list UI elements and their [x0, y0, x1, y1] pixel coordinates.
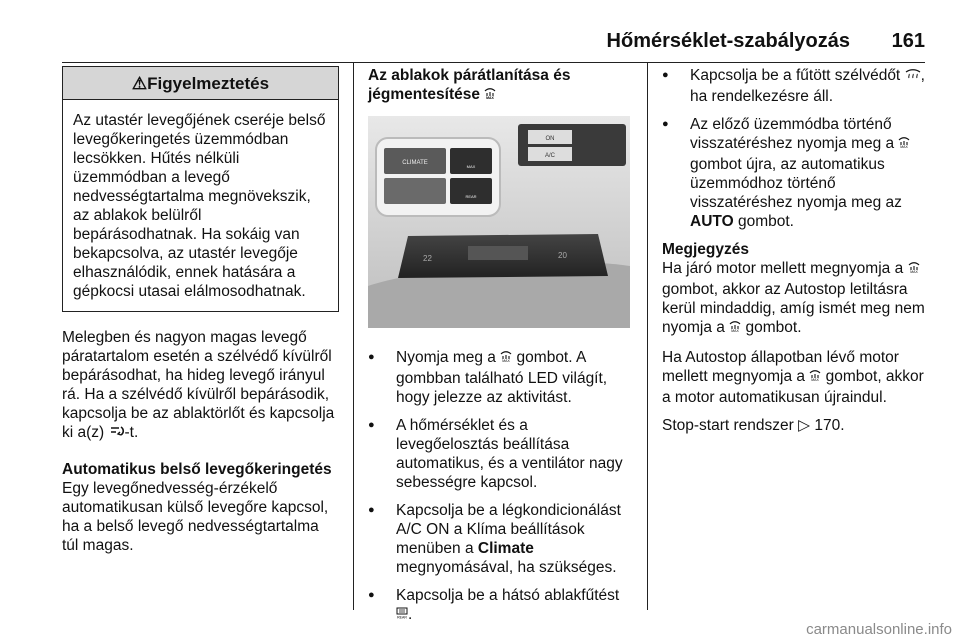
warning-title: Figyelmeztetés [147, 74, 270, 93]
bullet-ac-suffix: megnyomásával, ha szükséges. [396, 559, 617, 576]
bullet-rear-window [368, 586, 634, 626]
page-title: Hőmérséklet-szabályozás [606, 30, 850, 52]
bullet-ac-text: Kapcsolja be a légkondicionálást A/C ON a Klíma beállítások menüben a [396, 502, 621, 557]
column-divider-1 [353, 62, 354, 610]
note-paragraph-1 [662, 259, 934, 339]
paragraph-fog-text: Melegben és nagyon magas levegő páratartalom esetén a szélvédő kívülről bepárásodhat, ha hideg levegő irányul rá. Ha a szélvédő kívülről bepárásodik, kapcsolja be az ablaktörlőt és kapcsolja ki a(z) [62, 329, 335, 441]
warning-text: Az utastér levegőjének cseréje belső levegőkeringetés üzemmódban lecsökken. Hűtés nélküli üzemmódban a levegő nedvességtartalma megnövekszik, az ablakok belülről bepárásodhatnak. Ha sokáig van bekapcsolva, az utastér levegője elhasználódik, ennek hatására a gépkocsi utasai elálmosodhatnak. [73, 112, 326, 300]
heated-windscreen-icon [905, 68, 921, 87]
rear-defrost-icon [396, 607, 408, 626]
warning-icon: ⚠ [131, 74, 148, 93]
paragraph-fog-suffix: -t. [124, 424, 139, 441]
control-panel-photo [368, 116, 630, 328]
bullet-ac-climate: Climate [477, 540, 534, 557]
svg-text:MAX: MAX [486, 96, 495, 99]
note-paragraph-1-mid: gombot, akkor az Autostop letiltásra kerül mindaddig, amíg ismét meg nem nyomja a [662, 281, 925, 336]
bullet-return-mode-text: Az előző üzemmódba történő visszatéréshez nyomja meg a [690, 116, 899, 152]
bullet-rear-window-text: Kapcsolja be a hátsó ablakfűtést [396, 587, 620, 604]
note-paragraph-2 [662, 348, 934, 407]
ref-arrow-icon: ▷ [798, 417, 811, 434]
max-defrost-icon [908, 261, 920, 280]
paragraph-fog [62, 328, 339, 444]
photo-label-ac: A/C [544, 153, 556, 159]
note-heading: Megjegyzés [662, 241, 750, 258]
svg-text:MAX: MAX [900, 145, 909, 148]
photo-label-max: MAX [466, 164, 476, 169]
header-rule [62, 62, 925, 63]
svg-text:MAX: MAX [731, 329, 739, 332]
note-paragraph-1-suffix: gombot. [741, 319, 802, 336]
section-text-auto-recirc: Egy levegőnedvesség-érzékelő automatikusan külső levegőre kapcsol, ha a belső levegő nedvességtartalma túl magas. [62, 480, 329, 554]
warning-header [63, 67, 338, 100]
note-paragraph-1-text: Ha járó motor mellett megnyomja a [662, 260, 908, 277]
bullet-heated-windscreen [662, 66, 934, 106]
svg-text:MAX: MAX [909, 270, 918, 273]
column-2 [368, 66, 634, 635]
bullet-rear-window-suffix: . [408, 606, 413, 623]
bullet-return-mode [662, 115, 934, 231]
bullet-heated-windscreen-suffix: , ha rendelkezésre áll. [690, 67, 925, 105]
max-defrost-icon [484, 87, 496, 106]
section-heading-defog-text: Az ablakok párátlanítása és jégmentesítése [368, 67, 571, 103]
column-3 [662, 66, 934, 444]
photo-label-rear: REAR [465, 194, 477, 199]
note-paragraph-2-text: Ha Autostop állapotban lévő motor mellett megnyomja a [662, 349, 899, 385]
bullet-press-max-text: Nyomja meg a [396, 349, 501, 366]
photo-label-on: ON [545, 136, 555, 142]
recirculation-icon [109, 425, 125, 444]
column-divider-2 [647, 62, 648, 610]
bullet-heated-windscreen-text: Kapcsolja be a fűtött szélvédőt [690, 67, 905, 84]
page-header [0, 22, 960, 62]
page-number: 161 [891, 30, 925, 52]
bullet-return-mode-suffix: gombot. [733, 213, 794, 230]
svg-text:MAX: MAX [811, 378, 820, 381]
svg-text:MAX: MAX [502, 359, 511, 362]
bullet-press-max-suffix: gombot. A gombban található LED világít, hogy jelezze az aktivitást. [396, 349, 608, 406]
bullet-temperature: ● A hőmérséklet és a levegőelosztás beállítása automatikus, és a ventilátor nagy sebességre kapcsol. [368, 416, 634, 492]
bullet-ac [368, 501, 634, 577]
footer-watermark[interactable]: carmanualsonline.info [806, 621, 952, 638]
svg-text:REAR: REAR [397, 615, 407, 619]
max-defrost-icon [500, 350, 512, 369]
bullet-return-mode-mid: gombot újra, az automatikus üzemmódhoz történő visszatéréshez nyomja meg az [690, 156, 902, 211]
max-defrost-icon [809, 369, 821, 388]
photo-temp-right: 20 [558, 251, 567, 260]
photo-label-climate: CLIMATE [402, 160, 428, 166]
column-1 [62, 66, 339, 564]
photo-temp-left: 22 [423, 254, 432, 263]
warning-box [62, 66, 339, 312]
bullet-press-max [368, 348, 634, 407]
bullet-return-mode-auto: AUTO [690, 213, 734, 230]
cross-reference-page: 170. [810, 417, 845, 434]
section-heading-defog [368, 66, 634, 106]
note-paragraph-2-suffix: gombot, akkor a motor automatikusan újraindul. [662, 368, 924, 406]
cross-reference[interactable] [662, 416, 934, 435]
max-defrost-icon [729, 320, 741, 339]
section-heading-auto-recirc: Automatikus belső levegőkeringetés [62, 461, 332, 478]
max-defrost-icon [898, 136, 910, 155]
cross-reference-text: Stop-start rendszer [662, 417, 799, 434]
